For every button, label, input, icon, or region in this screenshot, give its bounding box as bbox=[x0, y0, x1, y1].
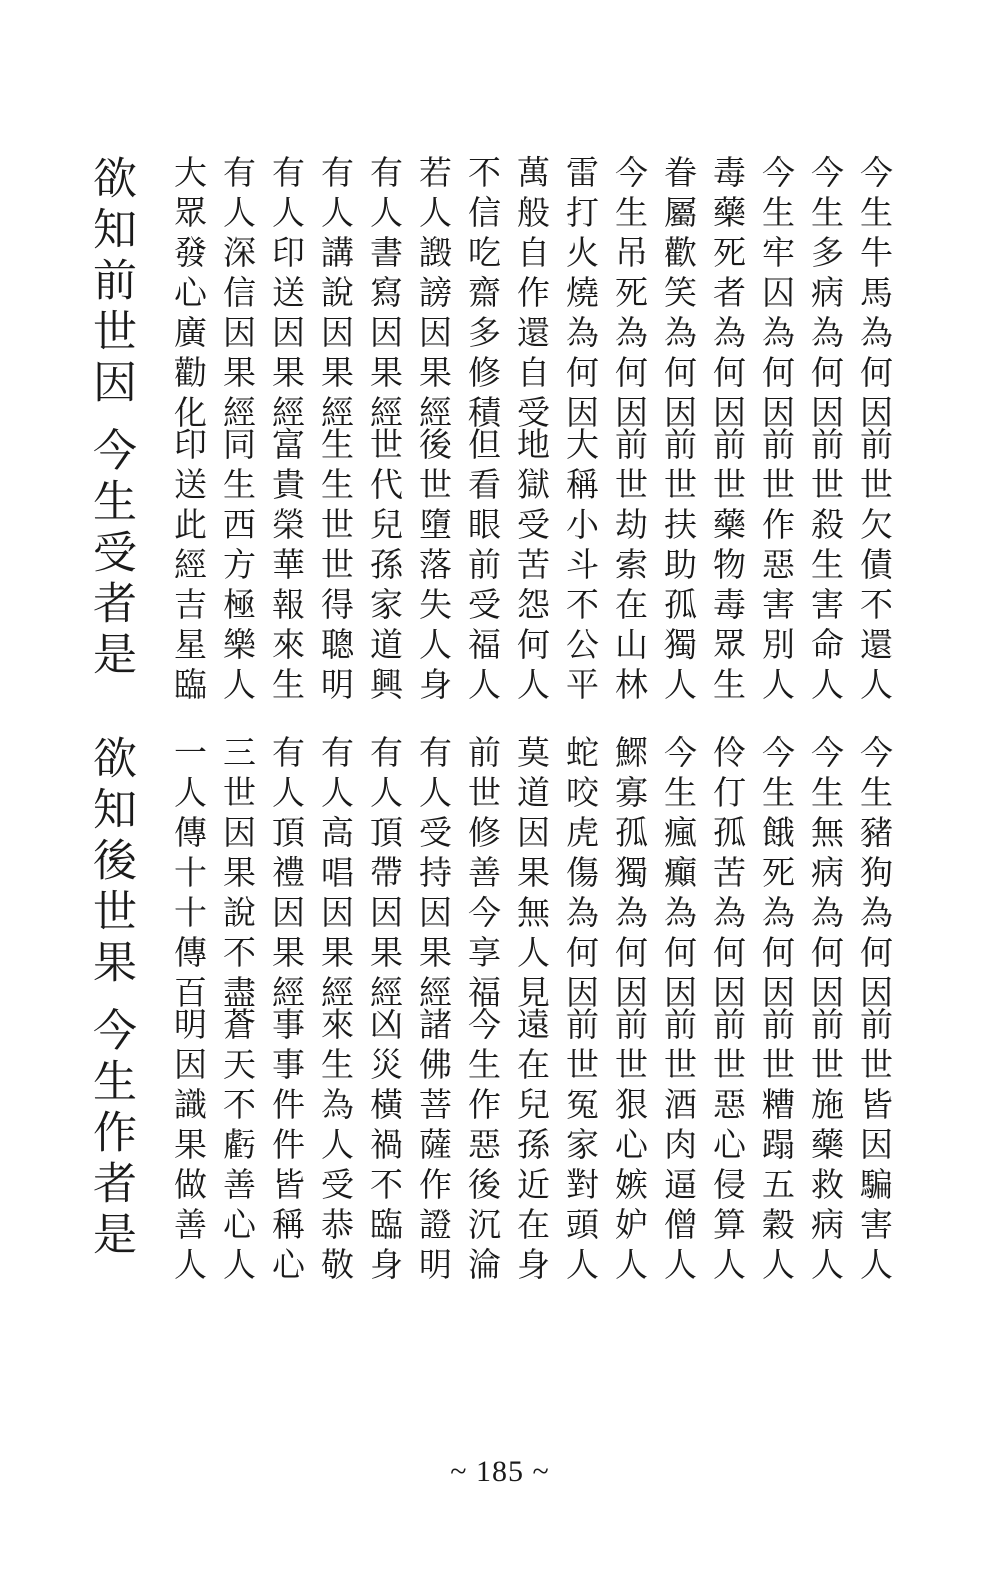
verse-line bbox=[701, 735, 753, 1287]
verse-lower: 明因識果做善人 bbox=[169, 1007, 208, 1287]
verse-line bbox=[211, 735, 263, 1287]
verse-line bbox=[750, 155, 802, 707]
verse-line bbox=[701, 155, 753, 707]
verse-lower: 地獄受苦怨何人 bbox=[512, 427, 551, 707]
verse-lower: 前世扶助孤獨人 bbox=[659, 427, 698, 707]
verse-lower: 前世皆因騙害人 bbox=[855, 1007, 894, 1287]
verse-lower: 前世施藥救病人 bbox=[806, 1007, 845, 1287]
verse-upper: 有人深信因果經 bbox=[218, 155, 257, 435]
verse-upper: 伶仃孤苦為何因 bbox=[708, 735, 747, 1015]
verse-line bbox=[505, 735, 557, 1287]
verse-lower: 遠在兒孫近在身 bbox=[512, 1007, 551, 1287]
heading-upper: 欲知後世果 bbox=[85, 735, 136, 990]
verse-upper: 鰥寡孤獨為何因 bbox=[610, 735, 649, 1015]
verse-line bbox=[260, 155, 312, 707]
verse-upper: 今生瘋癲為何因 bbox=[659, 735, 698, 1015]
verse-lower: 今生作惡後沉淪 bbox=[463, 1007, 502, 1287]
verse-lower: 前世殺生害命人 bbox=[806, 427, 845, 707]
verse-line bbox=[505, 155, 557, 707]
verse-lower: 大稱小斗不公平 bbox=[561, 427, 600, 707]
verse-line bbox=[652, 735, 704, 1287]
verse-upper: 有人頂帶因果經 bbox=[365, 735, 404, 1015]
verse-line bbox=[603, 155, 655, 707]
verse-line bbox=[750, 735, 802, 1287]
verse-lower: 前世冤家對頭人 bbox=[561, 1007, 600, 1287]
heading-upper: 欲知前世因 bbox=[85, 155, 136, 410]
verse-lower: 蒼天不虧善心人 bbox=[218, 1007, 257, 1287]
verse-upper: 若人譭謗因果經 bbox=[414, 155, 453, 435]
verse-lower: 富貴榮華報來生 bbox=[267, 427, 306, 707]
page-number: ~ 185 ~ bbox=[450, 1455, 550, 1488]
verse-upper: 有人印送因果經 bbox=[267, 155, 306, 435]
verse-upper: 三世因果說不盡 bbox=[218, 735, 257, 1015]
verse-line bbox=[358, 155, 410, 707]
verse-upper: 今生豬狗為何因 bbox=[855, 735, 894, 1015]
verse-line bbox=[799, 735, 851, 1287]
verse-lower: 前世欠債不還人 bbox=[855, 427, 894, 707]
verse-lower: 前世糟蹋五穀人 bbox=[757, 1007, 796, 1287]
verse-line bbox=[848, 735, 900, 1287]
verse-line bbox=[799, 155, 851, 707]
verse-lower: 前世藥物毒眾生 bbox=[708, 427, 747, 707]
verse-line bbox=[652, 155, 704, 707]
verse-lower: 世代兒孫家道興 bbox=[365, 427, 404, 707]
verse-lower: 後世墮落失人身 bbox=[414, 427, 453, 707]
verse-upper: 今生多病為何因 bbox=[806, 155, 845, 435]
verse-lower: 生生世世得聰明 bbox=[316, 427, 355, 707]
verse-upper: 有人書寫因果經 bbox=[365, 155, 404, 435]
verse-upper: 一人傳十十傳百 bbox=[169, 735, 208, 1015]
verse-line bbox=[456, 735, 508, 1287]
verse-upper: 萬般自作還自受 bbox=[512, 155, 551, 435]
verse-line bbox=[407, 735, 459, 1287]
verse-line bbox=[456, 155, 508, 707]
verse-lower: 同生西方極樂人 bbox=[218, 427, 257, 707]
verse-upper: 今生牛馬為何因 bbox=[855, 155, 894, 435]
verse-line bbox=[309, 735, 361, 1287]
heading-lower: 今生受者是 bbox=[85, 427, 136, 682]
verse-lower: 前世作惡害別人 bbox=[757, 427, 796, 707]
verse-line bbox=[554, 155, 606, 707]
verse-line bbox=[211, 155, 263, 707]
verse-upper: 毒藥死者為何因 bbox=[708, 155, 747, 435]
verse-upper: 今生無病為何因 bbox=[806, 735, 845, 1015]
verse-lower: 前世劫索在山林 bbox=[610, 427, 649, 707]
verse-upper: 有人高唱因果經 bbox=[316, 735, 355, 1015]
verse-upper: 前世修善今享福 bbox=[463, 735, 502, 1015]
heading-lower: 今生作者是 bbox=[85, 1007, 136, 1262]
verse-upper: 莫道因果無人見 bbox=[512, 735, 551, 1015]
verse-line bbox=[407, 155, 459, 707]
verse-lower: 來生為人受恭敬 bbox=[316, 1007, 355, 1287]
verse-upper: 有人受持因果經 bbox=[414, 735, 453, 1015]
verse-upper: 蛇咬虎傷為何因 bbox=[561, 735, 600, 1015]
verse-upper: 有人頂禮因果經 bbox=[267, 735, 306, 1015]
verse-lower: 前世惡心侵算人 bbox=[708, 1007, 747, 1287]
verse-upper: 眷屬歡笑為何因 bbox=[659, 155, 698, 435]
stanza-heading bbox=[82, 155, 134, 695]
verse-upper: 不信吃齋多修積 bbox=[463, 155, 502, 435]
verse-line bbox=[162, 155, 214, 707]
verse-line bbox=[848, 155, 900, 707]
verse-lower: 諸佛菩薩作證明 bbox=[414, 1007, 453, 1287]
verse-upper: 今生餓死為何因 bbox=[757, 735, 796, 1015]
verse-lower: 前世酒肉逼僧人 bbox=[659, 1007, 698, 1287]
verse-lower: 凶災橫禍不臨身 bbox=[365, 1007, 404, 1287]
verse-upper: 雷打火燒為何因 bbox=[561, 155, 600, 435]
verse-upper: 有人講說因果經 bbox=[316, 155, 355, 435]
verse-line bbox=[603, 735, 655, 1287]
verse-upper: 今生牢囚為何因 bbox=[757, 155, 796, 435]
verse-line bbox=[260, 735, 312, 1287]
verse-lower: 印送此經吉星臨 bbox=[169, 427, 208, 707]
verse-line bbox=[358, 735, 410, 1287]
verse-line bbox=[162, 735, 214, 1287]
verse-lower: 但看眼前受福人 bbox=[463, 427, 502, 707]
verse-line bbox=[554, 735, 606, 1287]
verse-upper: 大眾發心廣勸化 bbox=[169, 155, 208, 435]
verse-lower: 前世狠心嫉妒人 bbox=[610, 1007, 649, 1287]
verse-upper: 今生吊死為何因 bbox=[610, 155, 649, 435]
verse-lower: 事事件件皆稱心 bbox=[267, 1007, 306, 1287]
stanza-heading bbox=[82, 735, 134, 1275]
verse-line bbox=[309, 155, 361, 707]
